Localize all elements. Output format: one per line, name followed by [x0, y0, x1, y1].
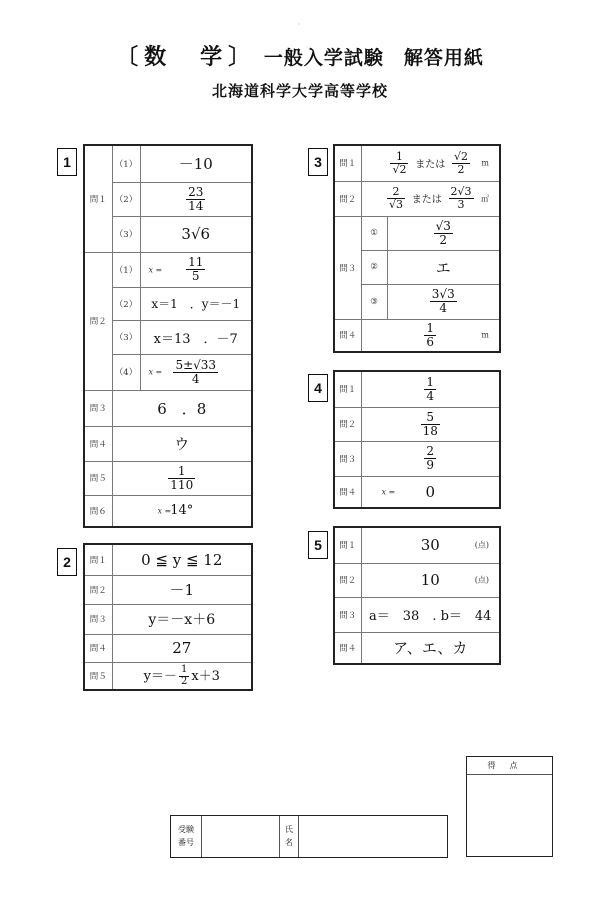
s1-q1-label: 問１: [85, 146, 112, 252]
or-text: または: [415, 159, 446, 171]
s3-q3-label: 問３: [335, 216, 361, 319]
or-text: または: [411, 195, 442, 206]
s1-q2-1-answer: [140, 252, 251, 287]
s1-q2-2-answer: x＝1 ．y＝－1: [140, 287, 251, 320]
s5-q2-label: 問２: [335, 563, 361, 597]
s3-q4-answer: [361, 319, 499, 351]
page-title: [0, 40, 600, 71]
numerator: 2: [426, 444, 435, 459]
answer-text: 0: [425, 482, 436, 501]
s2-q2-answer: －1: [112, 575, 251, 604]
denominator: 5: [191, 269, 200, 283]
numerator: √3: [435, 218, 451, 233]
numerator: 23: [188, 184, 204, 199]
section-1-box: [83, 144, 253, 528]
s5-q4-label: 問４: [335, 632, 361, 663]
section-3-box: [333, 144, 501, 353]
s5-q3-label: 問３: [335, 597, 361, 632]
exam-number-label-1: 受験: [178, 824, 194, 834]
s1-q5-answer: [112, 461, 251, 495]
numerator: 1: [426, 321, 435, 336]
s1-q2-4-sub: （4）: [112, 354, 140, 390]
s4-q2-answer: [361, 407, 499, 441]
s4-q2-label: 問２: [335, 407, 361, 441]
denominator: 2: [180, 675, 188, 687]
score-box[interactable]: [466, 756, 553, 857]
s3-q3-3-answer: [387, 284, 499, 319]
s2-q5-answer: [112, 662, 251, 689]
s3-q3-2-sub: ②: [361, 250, 387, 284]
section-4-box: [333, 370, 501, 509]
denominator: √3: [388, 198, 403, 211]
name-label-2: 名: [285, 837, 293, 847]
s1-q2-4-answer: [140, 354, 251, 390]
s1-q2-label: 問２: [85, 252, 112, 390]
numerator: 1: [168, 465, 195, 479]
s5-q4-answer: ア、エ、カ: [361, 632, 499, 663]
s1-q1-3-sub: （3）: [112, 216, 140, 252]
s5-q2-answer: [361, 563, 499, 597]
denominator: 4: [439, 301, 448, 315]
s2-q1-label: 問１: [85, 545, 112, 575]
name-field[interactable]: [298, 816, 447, 857]
unit: (点): [474, 575, 489, 585]
s3-q3-3-sub: ③: [361, 284, 387, 319]
answer-text: 10: [420, 571, 440, 589]
prefix: x =: [157, 506, 172, 516]
section-1-number: 1: [57, 148, 77, 176]
name-label: [279, 816, 298, 857]
denominator: 4: [426, 388, 435, 403]
unit: m: [481, 158, 489, 168]
denominator: 9: [426, 458, 435, 472]
school-name: 北海道科学大学高等学校: [211, 82, 388, 100]
s1-q6-answer: [112, 495, 251, 526]
post: x＋3: [191, 668, 220, 684]
s2-q3-label: 問３: [85, 604, 112, 634]
score-label: 得点: [467, 757, 552, 775]
s1-q1-2-answer: [140, 182, 251, 216]
numerator: 1: [426, 375, 435, 390]
s1-q3-answer: 6 ．8: [112, 390, 251, 426]
numerator: 2√3: [450, 185, 472, 199]
page-mark: ·: [298, 20, 301, 29]
s3-q3-1-answer: [387, 216, 499, 250]
prefix: x =: [148, 265, 163, 274]
name-label-1: 氏: [285, 824, 293, 834]
denominator: 110: [170, 477, 194, 492]
s2-q1-answer: 0 ≦ y ≦ 12: [112, 545, 251, 575]
subject-title: 〔数 学〕: [116, 44, 257, 70]
denominator: 2: [457, 162, 465, 176]
s3-q2-answer: [361, 181, 499, 216]
section-2-number: 2: [57, 548, 77, 576]
section-5-number: 5: [308, 531, 328, 559]
section-2-box: [83, 543, 253, 691]
s1-q1-1-answer: －10: [140, 146, 251, 182]
denominator: √2: [392, 162, 407, 176]
candidate-info-box: [170, 815, 448, 858]
s1-q4-answer: ウ: [112, 426, 251, 461]
denominator: 18: [422, 423, 438, 438]
denominator: 14: [188, 198, 204, 213]
s3-q1-label: 問１: [335, 146, 361, 181]
s2-q4-label: 問４: [85, 634, 112, 662]
s2-q3-answer: y＝－x＋6: [112, 604, 251, 634]
s1-q3-label: 問３: [85, 390, 112, 426]
denominator: 2: [439, 232, 448, 247]
s4-q3-answer: [361, 441, 499, 476]
s3-q2-label: 問２: [335, 181, 361, 216]
s1-q1-3-answer: 3√6: [140, 216, 251, 252]
exam-number-label-2: 番号: [178, 837, 194, 847]
pre: y＝－: [143, 668, 177, 684]
exam-title: 一般入学試験 解答用紙: [263, 47, 484, 69]
numerator: 5±√33: [175, 357, 217, 372]
answer-text: 14°: [170, 503, 194, 519]
s1-q2-1-sub: （1）: [112, 252, 140, 287]
section-4-number: 4: [308, 374, 328, 402]
s1-q4-label: 問４: [85, 426, 112, 461]
numerator: 1: [180, 664, 188, 675]
denominator: 6: [426, 334, 435, 349]
unit: (点): [474, 540, 489, 550]
numerator: 11: [188, 255, 204, 270]
s4-q4-answer: [361, 476, 499, 507]
answer-text: 30: [420, 536, 440, 555]
s2-q4-answer: 27: [112, 634, 251, 662]
s5-q3-answer: a＝ 38 . b＝ 44: [361, 597, 499, 632]
denominator: 3: [457, 198, 465, 211]
unit: m: [481, 330, 489, 340]
denominator: 4: [191, 371, 200, 386]
s1-q6-label: 問６: [85, 495, 112, 526]
s4-q1-label: 問１: [335, 372, 361, 407]
s3-q3-2-answer: エ: [387, 250, 499, 284]
s1-q1-2-sub: （2）: [112, 182, 140, 216]
s3-q1-answer: [361, 146, 499, 181]
s2-q5-label: 問５: [85, 662, 112, 689]
prefix: x =: [148, 367, 163, 377]
section-5-box: [333, 526, 501, 665]
s1-q5-label: 問５: [85, 461, 112, 495]
section-3-number: 3: [308, 148, 328, 176]
exam-number-label: [171, 816, 201, 857]
unit: ㎡: [481, 194, 489, 203]
s2-q2-label: 問２: [85, 575, 112, 604]
numerator: 2: [387, 186, 405, 199]
s1-q1-1-sub: （1）: [112, 146, 140, 182]
s3-q3-1-sub: ①: [361, 216, 387, 250]
s3-q4-label: 問４: [335, 319, 361, 351]
numerator: 1: [390, 151, 408, 164]
s4-q1-answer: [361, 372, 499, 407]
s4-q4-label: 問４: [335, 476, 361, 507]
numerator: √2: [454, 150, 469, 164]
s5-q1-label: 問１: [335, 528, 361, 563]
prefix: x =: [381, 487, 396, 497]
numerator: 3√3: [431, 287, 455, 302]
s4-q3-label: 問３: [335, 441, 361, 476]
s1-q2-3-answer: x＝13 ．－7: [140, 320, 251, 354]
exam-number-field[interactable]: [201, 816, 279, 857]
s1-q2-3-sub: （3）: [112, 320, 140, 354]
s5-q1-answer: [361, 528, 499, 563]
s1-q2-2-sub: （2）: [112, 287, 140, 320]
numerator: 5: [421, 411, 440, 425]
